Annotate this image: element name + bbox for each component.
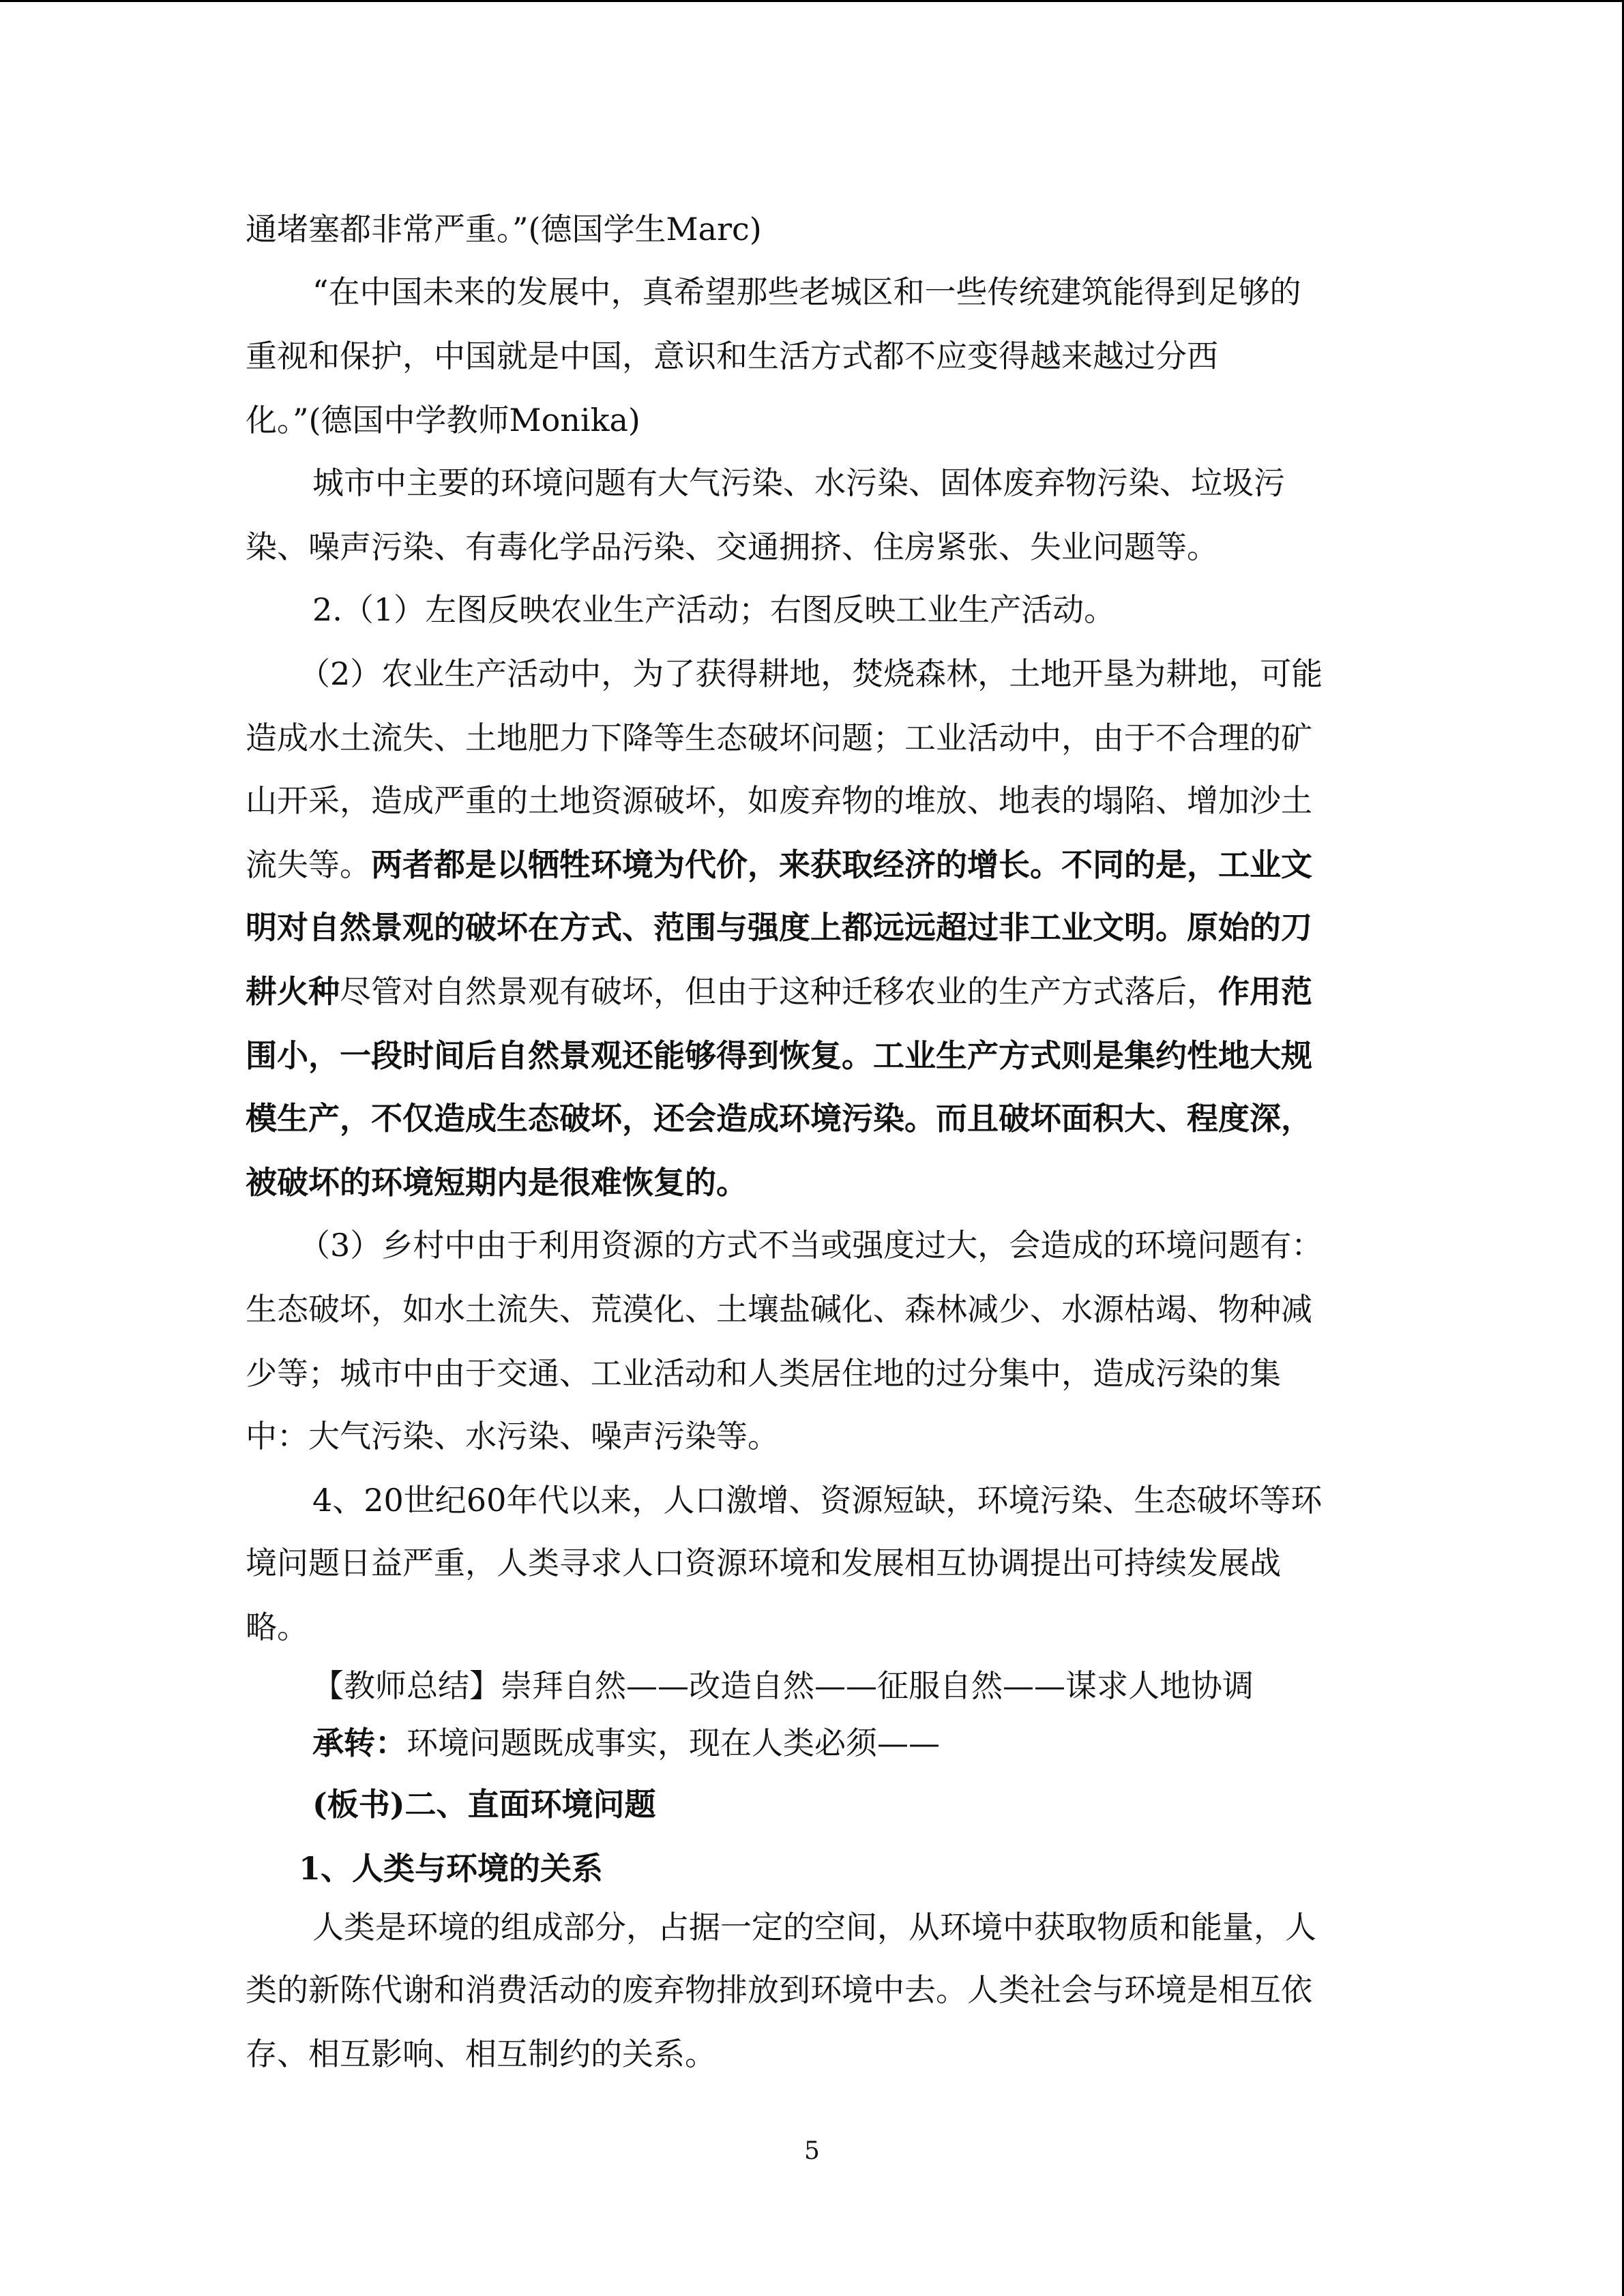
text-line: 少等；城市中由于交通、工业活动和人类居住地的过分集中，造成污染的集 [246,1355,1281,1392]
section-heading: 1、人类与环境的关系 [299,1850,604,1887]
text-line: 略。 [246,1609,308,1645]
text-run: 环境问题既成事实，现在人类必须—— [407,1725,940,1761]
text-line: 染、噪声污染、有毒化学品污染、交通拥挤、住房紧张、失业问题等。 [246,528,1218,565]
text-run: 流失等。 [246,846,371,883]
bold-line: 模生产，不仅造成生态破坏，还会造成环境污染。而且破坏面积大、程度深， [246,1100,1312,1137]
quote-line: “在中国未来的发展中，真希望那些老城区和一些传统建筑能得到足够的 [312,273,1301,310]
page-number: 5 [804,2137,820,2165]
text-line [246,844,1312,885]
text-line: 通堵塞都非常严重。”(德国学生Marc) [246,211,762,248]
bold-line: 被破坏的环境短期内是很难恢复的。 [246,1164,748,1201]
text-line: 生态破坏，如水土流失、荒漠化、土壤盐碱化、森林减少、水源枯竭、物种减 [246,1291,1312,1328]
answer-item: （3）乡村中由于利用资源的方式不当或强度过大，会造成的环境问题有： [299,1227,1323,1264]
text-line: 类的新陈代谢和消费活动的废弃物排放到环境中去。人类社会与环境是相互依 [246,1971,1312,2008]
bold-run: 耕火种 [246,973,340,1010]
bold-line: 明对自然景观的破坏在方式、范围与强度上都远远超过非工业文明。原始的刀 [246,909,1312,946]
text-run: 尽管对自然景观有破坏，但由于这种迁移农业的生产方式落后， [340,973,1218,1010]
page-border-top [0,0,1624,2]
answer-item: （2）农业生产活动中，为了获得耕地，焚烧森林，土地开垦为耕地，可能 [299,655,1323,692]
bold-run: 作用范 [1218,973,1312,1010]
answer-item: 2.（1）左图反映农业生产活动；右图反映工业生产活动。 [312,591,1116,628]
text-line [246,971,1312,1012]
bold-run: 承转： [312,1725,407,1761]
text-line: 境问题日益严重，人类寻求人口资源环境和发展相互协调提出可持续发展战 [246,1545,1281,1581]
answer-item: 4、20世纪60年代以来，人口激增、资源短缺，环境污染、生态破坏等环 [312,1482,1323,1519]
text-line: 存、相互影响、相互制约的关系。 [246,2036,716,2072]
text-line: 人类是环境的组成部分，占据一定的空间，从环境中获取物质和能量，人 [312,1909,1316,1945]
quote-line: 化。”(德国中学教师Monika) [246,402,640,438]
text-line: 城市中主要的环境问题有大气污染、水污染、固体废弃物污染、垃圾污 [312,464,1285,501]
text-line: 中：大气污染、水污染、噪声污染等。 [246,1418,779,1455]
quote-line: 重视和保护，中国就是中国，意识和生活方式都不应变得越来越过分西 [246,338,1218,374]
text-line: 山开采，造成严重的土地资源破坏，如废弃物的堆放、地表的塌陷、增加沙土 [246,782,1312,819]
board-heading: (板书)二、直面环境问题 [312,1786,656,1823]
teacher-summary: 【教师总结】崇拜自然——改造自然——征服自然——谋求人地协调 [312,1667,1254,1704]
bold-run: 两者都是以牺牲环境为代价，来获取经济的增长。不同的是，工业文 [371,846,1312,883]
bold-line: 围小，一段时间后自然景观还能够得到恢复。工业生产方式则是集约性地大规 [246,1037,1312,1074]
transition-line [312,1723,940,1763]
text-line: 造成水土流失、土地肥力下降等生态破坏问题；工业活动中，由于不合理的矿 [246,719,1312,756]
